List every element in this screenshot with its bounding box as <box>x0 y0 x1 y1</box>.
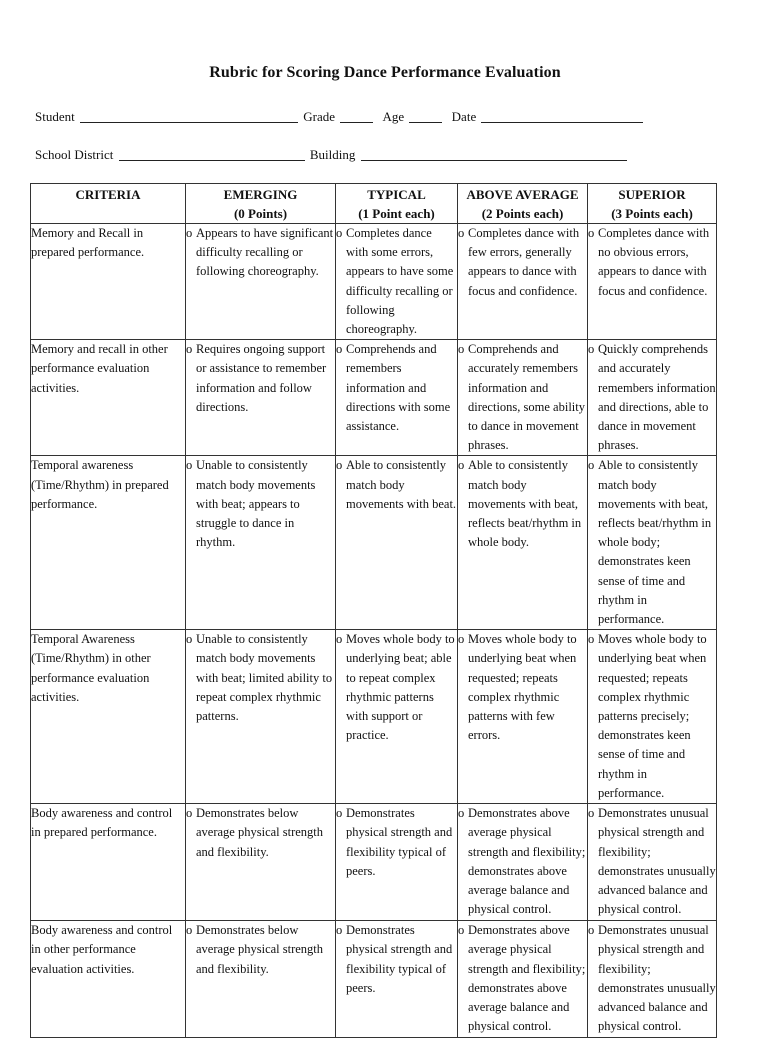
header-criteria <box>31 184 186 224</box>
cell-above-average <box>458 630 588 804</box>
descriptor-text: Requires ongoing support or assistance to remember information and follow directions. <box>196 342 327 414</box>
cell-superior <box>588 921 717 1038</box>
header-title: ABOVE AVERAGE <box>466 187 579 202</box>
descriptor <box>186 340 335 417</box>
descriptor-text: Demonstrates physical strength and flexibility typical of peers. <box>346 923 453 995</box>
cell-superior <box>588 804 717 921</box>
school-district-label: School District <box>35 147 114 162</box>
criteria-text: Temporal Awareness (Time/Rhythm) in other performance evaluation activities. <box>31 632 151 704</box>
checkbox-bullet-icon[interactable]: o <box>336 458 343 473</box>
descriptor <box>588 340 716 455</box>
descriptor-text: Quickly comprehends and accurately remembers information and directions, able to dance in movement phrases. <box>598 342 716 453</box>
grade-label: Grade <box>303 109 335 124</box>
checkbox-bullet-icon[interactable]: o <box>588 806 595 821</box>
checkbox-bullet-icon[interactable]: o <box>588 342 595 357</box>
criteria-cell <box>31 456 186 630</box>
age-label: Age <box>382 109 405 124</box>
checkbox-bullet-icon[interactable]: o <box>336 632 343 647</box>
header-title: EMERGING <box>223 187 298 202</box>
cell-above-average <box>458 804 588 921</box>
criteria-text: Temporal awareness (Time/Rhythm) in prepared performance. <box>31 458 169 511</box>
cell-typical <box>336 224 458 340</box>
descriptor-text: Comprehends and remembers information and directions with some assistance. <box>346 342 451 434</box>
checkbox-bullet-icon[interactable]: o <box>588 632 595 647</box>
criteria-cell <box>31 224 186 340</box>
rubric-row <box>31 921 717 1038</box>
cell-emerging <box>186 224 336 340</box>
cell-emerging <box>186 630 336 804</box>
descriptor <box>588 224 716 301</box>
header-typical <box>336 184 458 224</box>
descriptor-text: Demonstrates unusual physical strength and flexibility; demonstrates unusually advanced balance and physical control. <box>598 806 716 917</box>
checkbox-bullet-icon[interactable]: o <box>186 342 193 357</box>
descriptor <box>588 630 716 803</box>
checkbox-bullet-icon[interactable]: o <box>186 226 193 240</box>
cell-superior <box>588 456 717 630</box>
descriptor <box>458 921 587 1036</box>
checkbox-bullet-icon[interactable]: o <box>336 806 343 821</box>
rubric-row <box>31 456 717 630</box>
date-label: Date <box>451 109 477 124</box>
student-info-row <box>35 109 645 125</box>
descriptor <box>458 224 587 301</box>
criteria-cell <box>31 630 186 804</box>
descriptor <box>186 456 335 552</box>
checkbox-bullet-icon[interactable]: o <box>336 226 343 240</box>
checkbox-bullet-icon[interactable]: o <box>588 226 595 240</box>
descriptor-text: Comprehends and accurately remembers information and directions, some ability to dance in movement phrases. <box>468 342 585 453</box>
header-title: TYPICAL <box>367 187 426 202</box>
descriptor <box>458 340 587 455</box>
checkbox-bullet-icon[interactable]: o <box>186 806 193 821</box>
cell-typical <box>336 921 458 1038</box>
descriptor-text: Demonstrates unusual physical strength and flexibility; demonstrates unusually advanced balance and physical control. <box>598 923 716 1034</box>
criteria-text: Memory and Recall in prepared performance. <box>31 226 145 260</box>
date-field[interactable] <box>481 110 643 123</box>
cell-typical <box>336 630 458 804</box>
header-above-average <box>458 184 588 224</box>
descriptor-text: Completes dance with no obvious errors, appears to dance with focus and confidence. <box>598 226 710 298</box>
cell-typical <box>336 456 458 630</box>
descriptor-text: Demonstrates physical strength and flexibility typical of peers. <box>346 806 453 878</box>
school-info-row <box>35 147 629 163</box>
student-field[interactable] <box>80 110 298 123</box>
checkbox-bullet-icon[interactable]: o <box>458 226 465 240</box>
descriptor <box>186 921 335 979</box>
header-title: SUPERIOR <box>618 187 686 202</box>
descriptor <box>458 456 587 552</box>
header-title: CRITERIA <box>75 187 141 202</box>
rubric-row <box>31 630 717 804</box>
descriptor-text: Demonstrates above average physical strength and flexibility; demonstrates above average balance and physical control. <box>468 806 586 917</box>
criteria-cell <box>31 804 186 921</box>
rubric-row <box>31 224 717 340</box>
rubric-row <box>31 804 717 921</box>
descriptor <box>588 456 716 629</box>
building-field[interactable] <box>361 148 627 161</box>
descriptor-text: Unable to consistently match body movements with beat; limited ability to repeat complex rhythmic patterns. <box>196 632 333 724</box>
checkbox-bullet-icon[interactable]: o <box>458 806 465 821</box>
header-points: (2 Points each) <box>481 206 564 221</box>
header-points: (3 Points each) <box>611 206 693 221</box>
building-label: Building <box>309 147 356 162</box>
grade-field[interactable] <box>340 110 373 123</box>
checkbox-bullet-icon[interactable]: o <box>458 923 465 938</box>
checkbox-bullet-icon[interactable]: o <box>336 342 343 357</box>
descriptor <box>336 224 457 339</box>
header-emerging <box>186 184 336 224</box>
descriptor <box>458 630 587 745</box>
criteria-text: Body awareness and control in prepared performance. <box>31 806 173 840</box>
descriptor-text: Completes dance with few errors, generally appears to dance with focus and confidence. <box>468 226 580 298</box>
checkbox-bullet-icon[interactable]: o <box>186 632 193 647</box>
cell-above-average <box>458 456 588 630</box>
descriptor <box>336 456 457 514</box>
checkbox-bullet-icon[interactable]: o <box>336 923 343 938</box>
header-row <box>31 184 717 224</box>
descriptor <box>336 804 457 881</box>
cell-emerging <box>186 456 336 630</box>
descriptor-text: Demonstrates below average physical strength and flexibility. <box>196 923 324 976</box>
cell-above-average <box>458 340 588 456</box>
cell-emerging <box>186 921 336 1038</box>
checkbox-bullet-icon[interactable]: o <box>458 458 465 473</box>
cell-typical <box>336 804 458 921</box>
descriptor-text: Able to consistently match body movements with beat. <box>346 458 457 511</box>
checkbox-bullet-icon[interactable]: o <box>588 923 595 938</box>
header-superior <box>588 184 717 224</box>
cell-emerging <box>186 340 336 456</box>
descriptor <box>588 804 716 919</box>
cell-above-average <box>458 224 588 340</box>
school-district-field[interactable] <box>119 148 305 161</box>
checkbox-bullet-icon[interactable]: o <box>186 458 193 473</box>
descriptor-text: Appears to have significant difficulty recalling or following choreography. <box>196 226 334 279</box>
descriptor-text: Moves whole body to underlying beat when requested; repeats complex rhythmic patterns precisely; demonstrates keen sense of time and rhythm in performance. <box>598 632 707 800</box>
cell-emerging <box>186 804 336 921</box>
rubric-row <box>31 340 717 456</box>
cell-typical <box>336 340 458 456</box>
descriptor-text: Moves whole body to underlying beat; able to repeat complex rhythmic patterns with support or practice. <box>346 632 455 743</box>
header-points: (0 Points) <box>233 206 288 221</box>
descriptor-text: Unable to consistently match body movements with beat; appears to struggle to dance in rhythm. <box>196 458 316 550</box>
criteria-cell <box>31 340 186 456</box>
descriptor <box>186 224 335 282</box>
descriptor <box>336 340 457 436</box>
descriptor-text: Able to consistently match body movements with beat, reflects beat/rhythm in whole body; demonstrates keen sense of time and rhythm in performance. <box>598 458 712 627</box>
checkbox-bullet-icon[interactable]: o <box>458 342 465 357</box>
cell-superior <box>588 340 717 456</box>
criteria-text: Body awareness and control in other performance evaluation activities. <box>31 923 173 976</box>
age-field[interactable] <box>409 110 442 123</box>
descriptor <box>336 921 457 998</box>
descriptor-text: Able to consistently match body movements with beat, reflects beat/rhythm in whole body. <box>468 458 582 550</box>
criteria-text: Memory and recall in other performance evaluation activities. <box>31 342 168 395</box>
document-title: Rubric for Scoring Dance Performance Evaluation <box>209 64 561 81</box>
cell-above-average <box>458 921 588 1038</box>
descriptor-text: Demonstrates above average physical strength and flexibility; demonstrates above average balance and physical control. <box>468 923 586 1034</box>
rubric-table <box>30 183 717 1038</box>
checkbox-bullet-icon[interactable]: o <box>588 458 595 473</box>
descriptor <box>588 921 716 1036</box>
checkbox-bullet-icon[interactable]: o <box>458 632 465 647</box>
checkbox-bullet-icon[interactable]: o <box>186 923 193 938</box>
descriptor <box>186 804 335 862</box>
student-label: Student <box>35 109 75 124</box>
cell-superior <box>588 630 717 804</box>
descriptor <box>186 630 335 726</box>
descriptor <box>336 630 457 745</box>
header-points: (1 Point each) <box>358 206 435 221</box>
descriptor-text: Moves whole body to underlying beat when requested; repeats complex rhythmic patterns with few errors. <box>468 632 577 743</box>
descriptor <box>458 804 587 919</box>
criteria-cell <box>31 921 186 1038</box>
descriptor-text: Completes dance with some errors, appears to have some difficulty recalling or following choreography. <box>346 226 454 337</box>
cell-superior <box>588 224 717 340</box>
descriptor-text: Demonstrates below average physical strength and flexibility. <box>196 806 324 859</box>
